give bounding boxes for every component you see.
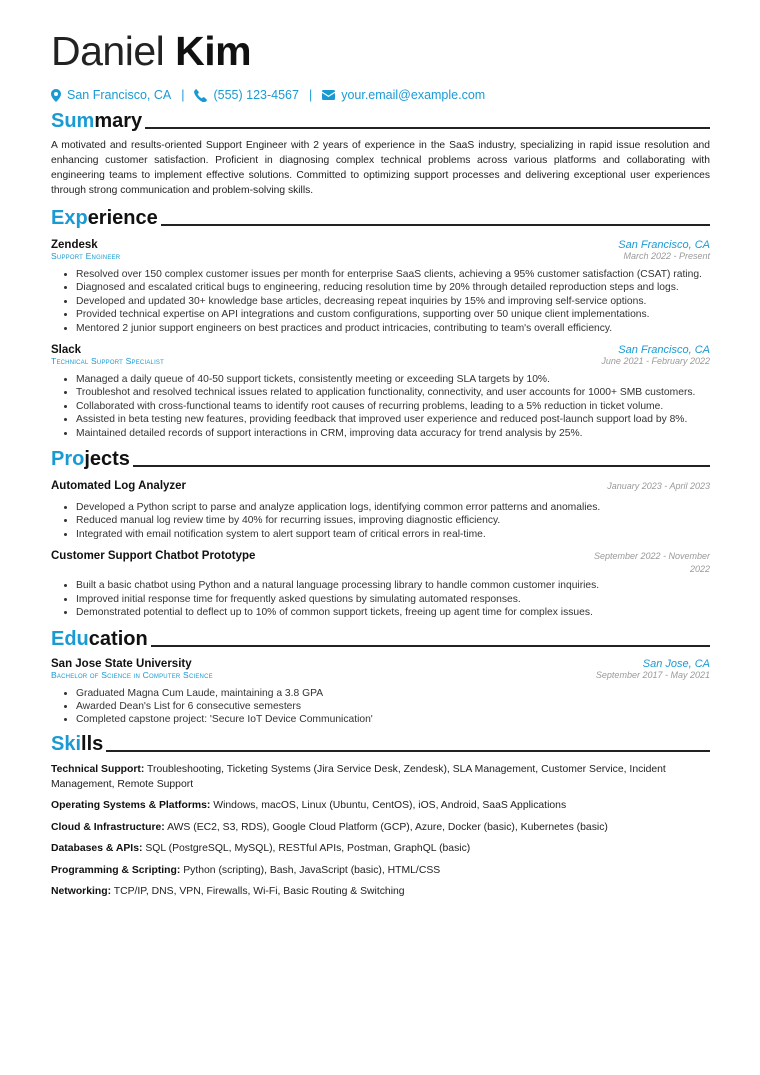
company-name: Slack xyxy=(51,344,82,357)
job-location: San Francisco, CA xyxy=(618,239,710,251)
project-name: Customer Support Chatbot Prototype xyxy=(51,550,256,563)
experience-entry-zendesk xyxy=(51,239,710,335)
skill-row: Cloud & Infrastructure: AWS (EC2, S3, RDS), Google Cloud Platform (GCP), Azure, Docker (basic), Kubernetes (basic) xyxy=(51,821,608,833)
summary-text: A motivated and results-oriented Support Engineer with 2 years of experience in the SaaS industry, specializing in rapid issue resolution and enhancing customer satisfaction. Proficient in diagnosing complex technical problems across various platforms and collaborating with engineering teams to implement effective solutions. Committed to optimizing support processes and delivering exceptional user experiences through strong communication and problem-solving skills. xyxy=(51,140,710,196)
degree: Bachelor of Science in Computer Science xyxy=(51,669,213,680)
section-rule xyxy=(145,127,710,129)
list-item: • Awarded Dean's List for 6 consecutive semesters xyxy=(76,700,710,713)
education-bullets xyxy=(51,687,710,727)
job-dates: June 2021 - February 2022 xyxy=(601,356,710,367)
section-rule xyxy=(151,645,710,647)
job-bullets xyxy=(51,373,710,440)
skills-list xyxy=(51,762,710,900)
section-rule xyxy=(133,465,710,467)
experience-entry-slack xyxy=(51,344,710,440)
list-item: • Provided technical expertise on API integrations and custom configurations, supporting over 50 unique client implementations. xyxy=(76,308,710,321)
contact-separator: | xyxy=(308,88,313,102)
section-title: Experience xyxy=(51,207,158,229)
job-bullets xyxy=(51,268,710,335)
list-item: • Troubleshot and resolved technical issues related to application functionality, connectivity, and user accounts for 1000+ SMB customers. xyxy=(76,386,710,399)
envelope-icon xyxy=(322,90,335,100)
skill-row: Programming & Scripting: Python (scripting), Bash, JavaScript (basic), HTML/CSS xyxy=(51,864,441,876)
list-item: • Built a basic chatbot using Python and a natural language processing library to handle common customer inquiries. xyxy=(76,579,710,592)
section-rule xyxy=(161,224,710,226)
skill-row: Databases & APIs: SQL (PostgreSQL, MySQL), RESTful APIs, Postman, GraphQL (basic) xyxy=(51,843,471,855)
email-text: your.email@example.com xyxy=(341,88,486,102)
list-item: • Collaborated with cross-functional teams to identify root causes of recurring problems, leading to a 5% reduction in ticket volume. xyxy=(76,400,710,413)
section-header-experience xyxy=(51,207,710,229)
section-rule xyxy=(106,750,710,752)
section-title: Summary xyxy=(51,110,143,132)
job-title: Support Engineer xyxy=(51,251,121,261)
project-entry-log-analyzer xyxy=(51,480,710,541)
first-name: Daniel xyxy=(51,28,165,74)
list-item: • Diagnosed and escalated critical bugs to engineering, reducing resolution time by 20% through detailed reproduction steps and logs. xyxy=(76,281,710,294)
school-location: San Jose, CA xyxy=(642,657,710,670)
job-dates: March 2022 - Present xyxy=(623,251,710,261)
contact-phone[interactable] xyxy=(194,88,298,102)
section-header-summary xyxy=(51,110,710,132)
list-item: • Assisted in beta testing new features, providing feedback that improved user experience and reduced post-launch support load by 8%. xyxy=(76,413,710,426)
contact-bar xyxy=(51,88,710,102)
skill-row: Technical Support: Troubleshooting, Ticketing Systems (Jira Service Desk, Zendesk), SLA Management, Customer Service, Incident Management, Remote Support xyxy=(51,763,666,790)
contact-email[interactable] xyxy=(322,88,485,102)
section-header-education xyxy=(51,628,710,650)
section-header-projects xyxy=(51,448,710,470)
map-pin-icon xyxy=(51,89,61,102)
phone-text: (555) 123-4567 xyxy=(213,88,299,102)
project-dates: September 2022 - November 2022 xyxy=(593,551,710,574)
project-entry-chatbot xyxy=(51,550,710,619)
list-item: • Improved initial response time for frequently asked questions by simulating automated responses. xyxy=(76,593,710,606)
skill-row: Networking: TCP/IP, DNS, VPN, Firewalls, Wi-Fi, Basic Routing & Switching xyxy=(51,886,405,898)
list-item: • Reduced manual log review time by 40% for recurring issues, improving diagnostic efficiency. xyxy=(76,514,710,527)
list-item: • Maintained detailed records of support interactions in CRM, improving data accuracy for trend analysis by 25%. xyxy=(76,427,710,440)
last-name: Kim xyxy=(175,28,252,74)
job-title: Technical Support Specialist xyxy=(51,356,164,367)
list-item: • Developed and updated 30+ knowledge base articles, decreasing repeat inquiries by 15% and improving self-service options. xyxy=(76,295,710,308)
contact-location xyxy=(51,88,171,102)
list-item: • Graduated Magna Cum Laude, maintaining a 3.8 GPA xyxy=(76,687,710,700)
school-name: San Jose State University xyxy=(51,657,192,670)
list-item: • Integrated with email notification system to alert support team of critical errors in real-time. xyxy=(76,528,710,541)
project-bullets xyxy=(51,501,710,541)
section-title: Skills xyxy=(51,732,104,755)
job-location: San Francisco, CA xyxy=(618,344,710,357)
list-item: • Managed a daily queue of 40-50 support tickets, consistently meeting or exceeding SLA targets by 10%. xyxy=(76,373,710,386)
project-dates: January 2023 - April 2023 xyxy=(607,481,710,492)
skill-row: Operating Systems & Platforms: Windows, macOS, Linux (Ubuntu, CentOS), iOS, Android, SaaS Applications xyxy=(51,800,567,812)
education-entry xyxy=(51,658,710,727)
list-item: • Completed capstone project: 'Secure IoT Device Communication' xyxy=(76,713,710,726)
project-bullets xyxy=(51,579,710,619)
list-item: • Mentored 2 junior support engineers on best practices and product intricacies, contributing to team's overall efficiency. xyxy=(76,322,710,335)
education-dates: September 2017 - May 2021 xyxy=(595,669,710,680)
candidate-name xyxy=(51,28,710,74)
company-name: Zendesk xyxy=(51,239,98,251)
list-item: • Demonstrated potential to deflect up to 10% of common support tickets, freeing up agent time for complex issues. xyxy=(76,606,710,619)
section-header-skills xyxy=(51,733,710,755)
project-name: Automated Log Analyzer xyxy=(51,480,187,493)
list-item: • Developed a Python script to parse and analyze application logs, identifying common error patterns and anomalies. xyxy=(76,501,710,514)
section-title: Education xyxy=(51,627,148,650)
list-item: • Resolved over 150 complex customer issues per month for enterprise SaaS clients, achieving a 95% customer satisfaction (CSAT) rating. xyxy=(76,268,710,281)
section-title: Projects xyxy=(51,448,130,471)
location-text: San Francisco, CA xyxy=(67,88,172,102)
contact-separator: | xyxy=(181,88,185,102)
phone-icon xyxy=(194,89,207,102)
